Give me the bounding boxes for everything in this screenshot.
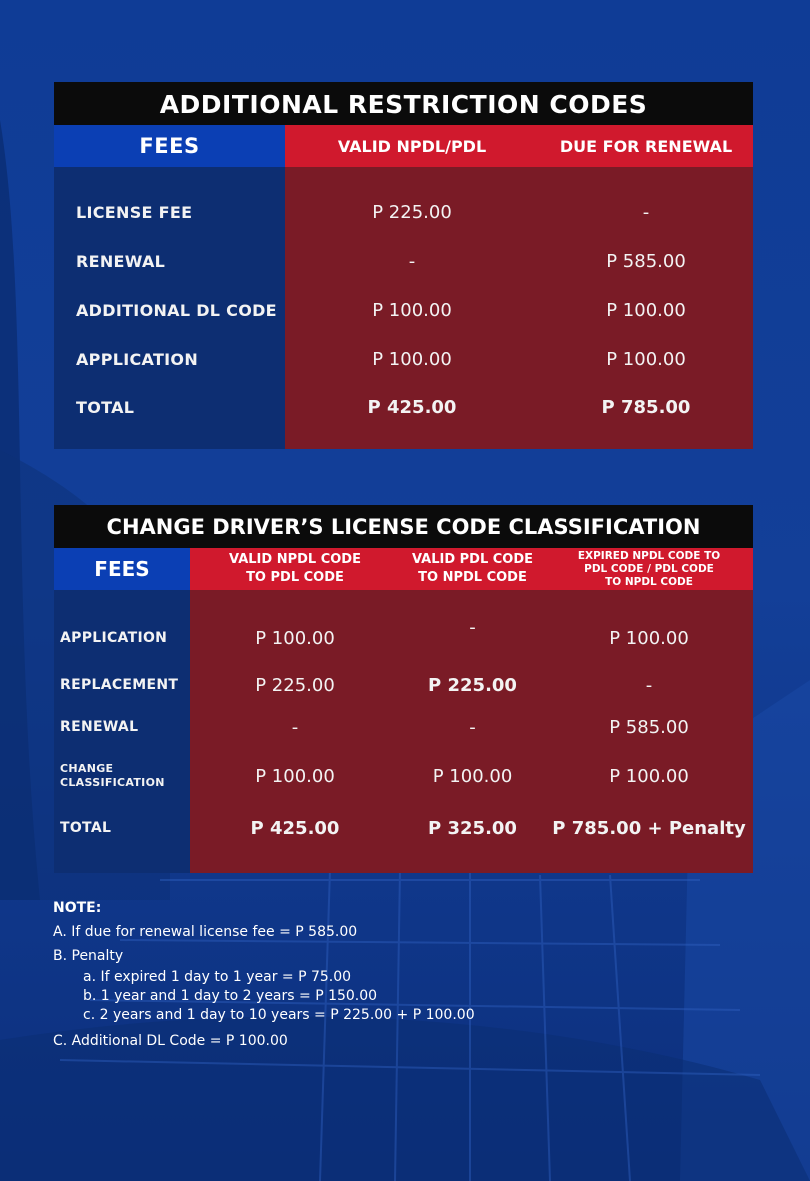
restriction-table-body (54, 167, 753, 449)
cell-value: P 225.00 (372, 201, 452, 223)
table-row (54, 246, 753, 276)
classification-table-body (54, 590, 753, 873)
fees-header: FEES (54, 548, 190, 590)
cell-value: P 585.00 (609, 716, 689, 738)
table-row (54, 670, 753, 700)
table-row (54, 344, 753, 374)
note-a: A. If due for renewal license fee = P 585.00 (53, 924, 358, 940)
header-line: TO NPDL CODE (418, 570, 527, 585)
cell-value: - (645, 674, 653, 696)
header-line: TO NPDL CODE (605, 575, 693, 588)
restriction-codes-table (54, 82, 753, 449)
note-c: C. Additional DL Code = P 100.00 (53, 1033, 288, 1049)
classification-table (54, 505, 753, 873)
cell-value: P 100.00 (372, 299, 452, 321)
row-label: REPLACEMENT (60, 677, 179, 693)
cell-value: - (469, 716, 476, 738)
row-label: LICENSE FEE (76, 202, 193, 222)
cell-value: - (291, 716, 299, 738)
note-b-item: a. If expired 1 day to 1 year = P 75.00 (83, 969, 352, 985)
restriction-table-header (54, 125, 753, 167)
expired-code-header (545, 548, 753, 590)
cell-value: P 785.00 + Penalty (552, 817, 746, 839)
notes-section (53, 896, 475, 1053)
cell-value: P 100.00 (432, 765, 513, 787)
row-label (54, 762, 190, 790)
header-line: EXPIRED NPDL CODE TO (577, 549, 721, 562)
row-label-line: CLASSIFICATION (60, 776, 165, 789)
row-label: TOTAL (76, 397, 135, 417)
classification-table-header (54, 548, 753, 590)
cell-value: P 100.00 (606, 299, 686, 321)
row-label: APPLICATION (60, 630, 168, 646)
cell-value: P 785.00 (601, 396, 691, 418)
classification-table-title: CHANGE DRIVER’S LICENSE CODE CLASSIFICATION (54, 505, 753, 548)
row-label: RENEWAL (76, 251, 166, 271)
cell-value: P 100.00 (609, 765, 689, 787)
total-row (54, 392, 753, 422)
valid-pdl-to-npdl-header (400, 548, 545, 590)
header-line: PDL CODE / PDL CODE (584, 562, 714, 575)
cell-value: - (408, 250, 416, 272)
cell-value: - (469, 616, 476, 638)
header-line: VALID NPDL CODE (229, 552, 361, 567)
cell-value: P 100.00 (255, 765, 335, 787)
row-label: ADDITIONAL DL CODE (76, 300, 277, 320)
table-row (54, 295, 753, 325)
total-row (54, 813, 753, 843)
table-row (54, 616, 753, 653)
cell-value: P 100.00 (606, 348, 686, 370)
restriction-table-title: ADDITIONAL RESTRICTION CODES (54, 82, 753, 125)
valid-npdl-pdl-header: VALID NPDL/PDL (285, 125, 539, 167)
cell-value: P 100.00 (255, 627, 335, 649)
note-b-item: c. 2 years and 1 day to 10 years = P 225.00 + P 100.00 (83, 1007, 475, 1023)
cell-value: P 425.00 (367, 396, 457, 418)
notes-heading: NOTE: (53, 900, 102, 916)
row-label: APPLICATION (76, 349, 199, 369)
cell-value: P 585.00 (606, 250, 686, 272)
cell-value: - (642, 201, 650, 223)
table-row (54, 197, 753, 227)
header-line: VALID PDL CODE (411, 552, 534, 567)
fees-header: FEES (54, 125, 285, 167)
cell-value: P 225.00 (255, 674, 335, 696)
row-label: TOTAL (60, 820, 112, 836)
cell-value: P 100.00 (609, 627, 689, 649)
row-label: RENEWAL (60, 719, 139, 735)
table-row (54, 761, 753, 791)
cell-value: P 325.00 (428, 817, 517, 839)
cell-value: P 225.00 (428, 674, 517, 696)
header-line: TO PDL CODE (246, 570, 344, 585)
due-for-renewal-header: DUE FOR RENEWAL (539, 125, 753, 167)
row-label-line: CHANGE (60, 762, 114, 775)
valid-npdl-to-pdl-header (190, 548, 400, 590)
cell-value: P 425.00 (250, 817, 340, 839)
note-b: B. Penalty (53, 948, 124, 964)
note-b-item: b. 1 year and 1 day to 2 years = P 150.00 (83, 988, 378, 1004)
table-row (54, 712, 753, 742)
cell-value: P 100.00 (372, 348, 452, 370)
